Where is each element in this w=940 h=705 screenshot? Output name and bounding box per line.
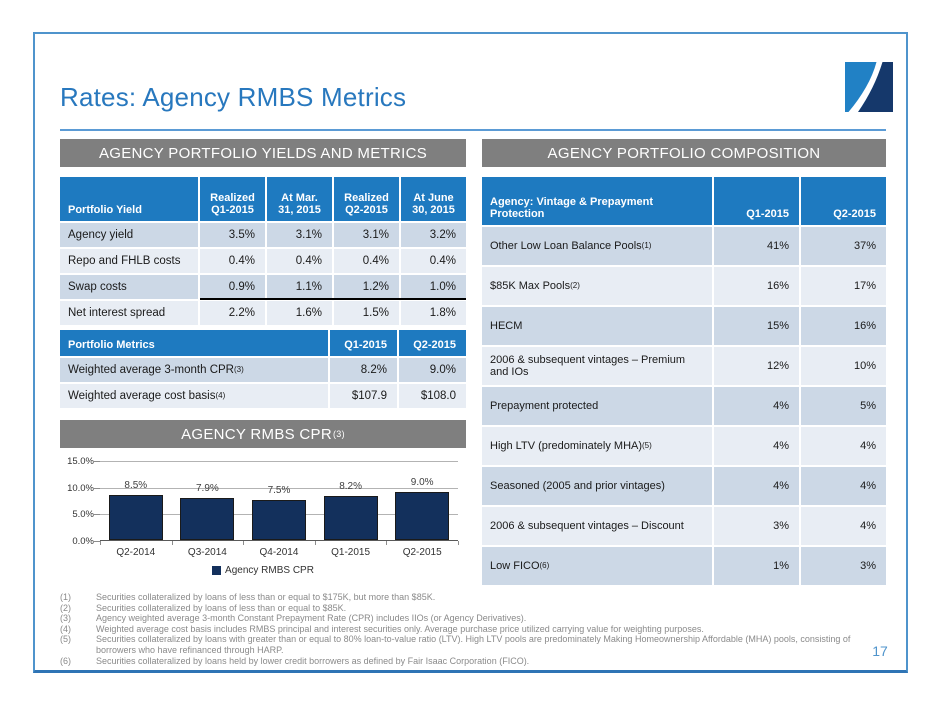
table-cell: 1.5% — [334, 301, 399, 325]
footnotes — [60, 592, 886, 666]
table-cell: 16% — [714, 267, 799, 305]
bar — [252, 500, 306, 540]
footnote-item — [60, 624, 886, 635]
table-cell: 3% — [714, 507, 799, 545]
table-cell: 4% — [801, 427, 886, 465]
x-axis-label: Q4-2014 — [259, 547, 299, 558]
table-cell: 3.1% — [267, 223, 332, 247]
table-cell: 4% — [801, 467, 886, 505]
table-row-label: 2006 & subsequent vintages – Discount — [482, 507, 712, 545]
company-logo-icon — [845, 62, 893, 112]
left-section-header: AGENCY PORTFOLIO YIELDS AND METRICS — [60, 139, 466, 167]
column-header: Realized Q1-2015 — [200, 177, 265, 221]
footnote-text: Securities collateralized by loans of less than or equal to $85K. — [96, 602, 347, 613]
table-cell: 5% — [801, 387, 886, 425]
table-cell: 1% — [714, 547, 799, 585]
table-cell: 1.1% — [267, 275, 332, 299]
column-header: Portfolio Yield — [60, 177, 198, 221]
table-cell: 3.2% — [401, 223, 466, 247]
table-row-label: Other Low Loan Balance Pools (1) — [482, 227, 712, 265]
page-title: Rates: Agency RMBS Metrics — [60, 82, 407, 112]
table-cell: 2.2% — [200, 301, 265, 325]
legend-label: Agency RMBS CPR — [225, 565, 314, 576]
bar — [324, 496, 378, 540]
table-cell: 3% — [801, 547, 886, 585]
footnote-number: (6) — [60, 655, 71, 666]
y-axis-label: 10.0% — [67, 482, 94, 494]
bar-value-label: 8.2% — [339, 481, 362, 493]
subtotal-rule — [200, 298, 466, 300]
footnote-item — [60, 634, 886, 655]
x-axis-label: Q2-2014 — [116, 547, 156, 558]
bar-value-label: 8.5% — [124, 479, 148, 491]
column-header: Q2-2015 — [399, 330, 466, 356]
column-header: Q1-2015 — [714, 177, 799, 225]
table-cell: $108.0 — [399, 384, 466, 408]
footnote-text: Securities collateralized by loans held by lower credit borrowers as defined by Fair Isaac Corporation (FICO). — [96, 655, 530, 666]
table-cell: 0.4% — [267, 249, 332, 273]
chart-plot-area — [100, 461, 458, 541]
bar — [180, 498, 234, 540]
table-cell: 1.8% — [401, 301, 466, 325]
table-cell: 3.5% — [200, 223, 265, 247]
x-axis-label: Q3-2014 — [187, 547, 227, 558]
footnote-text: Weighted average cost basis includes RMBS principal and interest securities only. Average purchase price utilized carrying value for weighting purposes. — [96, 623, 704, 634]
chart-header-footnote-ref: (3) — [333, 429, 345, 439]
page-number: 17 — [872, 643, 888, 659]
portfolio-composition-table — [482, 177, 886, 585]
x-axis-line — [100, 540, 458, 541]
y-axis-tick — [94, 514, 100, 515]
x-axis-tick — [458, 541, 459, 545]
table-cell: 1.0% — [401, 275, 466, 299]
table-row-label: Seasoned (2005 and prior vintages) — [482, 467, 712, 505]
footnote-text: Securities collateralized by loans with greater than or equal to 80% loan-to-value ratio (LTV). High LTV pools are predominately Making Homeownership Affordable (MHA) pools, consisting of borrowers who have refinanced through HARP. — [96, 634, 851, 655]
chart-header-text: AGENCY RMBS CPR — [181, 425, 332, 443]
gridline — [100, 461, 458, 462]
table-cell: 4% — [714, 427, 799, 465]
table-row-label: Net interest spread — [60, 301, 198, 325]
table-row-label: Repo and FHLB costs — [60, 249, 198, 273]
x-axis-tick — [386, 541, 387, 545]
x-axis-label: Q1-2015 — [331, 547, 371, 558]
bar-value-label: 7.9% — [195, 482, 219, 494]
table-cell: 41% — [714, 227, 799, 265]
footnote-number: (1) — [60, 592, 71, 602]
table-row-label: $85K Max Pools (2) — [482, 267, 712, 305]
footnote-number: (5) — [60, 634, 71, 645]
table-cell: 9.0% — [399, 358, 466, 382]
table-row-label: 2006 & subsequent vintages – Premium and IOs — [482, 347, 712, 385]
footnote-number: (3) — [60, 613, 71, 624]
table-cell: 15% — [714, 307, 799, 345]
table-cell: 0.4% — [200, 249, 265, 273]
bar-value-label: 9.0% — [410, 477, 434, 488]
table-cell: 17% — [801, 267, 886, 305]
x-axis-tick — [243, 541, 244, 545]
right-section-header: AGENCY PORTFOLIO COMPOSITION — [482, 139, 886, 167]
portfolio-metrics-table — [60, 330, 466, 408]
bar — [109, 495, 163, 540]
table-cell: $107.9 — [330, 384, 397, 408]
table-row-label: Prepayment protected — [482, 387, 712, 425]
table-cell: 12% — [714, 347, 799, 385]
footnote-number: (2) — [60, 602, 71, 613]
column-header: Q2-2015 — [801, 177, 886, 225]
table-cell: 16% — [801, 307, 886, 345]
legend-swatch — [212, 566, 221, 575]
footnote-item — [60, 656, 886, 667]
agency-rmbs-cpr-chart — [60, 453, 466, 583]
table-row-label: Agency yield — [60, 223, 198, 247]
table-row-label: Weighted average cost basis (4) — [60, 384, 328, 408]
column-header: Realized Q2-2015 — [334, 177, 399, 221]
table-cell: 4% — [714, 467, 799, 505]
column-header: At Mar. 31, 2015 — [267, 177, 332, 221]
table-row-label: Weighted average 3-month CPR (3) — [60, 358, 328, 382]
table-cell: 3.1% — [334, 223, 399, 247]
table-row-label: HECM — [482, 307, 712, 345]
column-header: Portfolio Metrics — [60, 330, 328, 356]
table-cell: 4% — [714, 387, 799, 425]
footnote-number: (4) — [60, 623, 71, 634]
title-divider — [60, 129, 886, 131]
table-row-label: High LTV (predominately MHA) (5) — [482, 427, 712, 465]
x-axis-tick — [172, 541, 173, 545]
x-axis-tick — [100, 541, 101, 545]
x-axis-tick — [315, 541, 316, 545]
footnote-item — [60, 592, 886, 603]
chart-section-header — [60, 420, 466, 448]
x-axis-label: Q2-2015 — [402, 547, 442, 558]
column-header: Agency: Vintage & Prepayment Protection — [482, 177, 712, 225]
y-axis-tick — [94, 461, 100, 462]
table-cell: 0.4% — [401, 249, 466, 273]
column-header: At June 30, 2015 — [401, 177, 466, 221]
portfolio-yield-table — [60, 177, 466, 325]
footnote-text: Securities collateralized by loans of less than or equal to $175K, but more than $85K. — [96, 592, 436, 602]
table-cell: 0.4% — [334, 249, 399, 273]
y-axis-label: 5.0% — [72, 509, 94, 521]
footnote-item — [60, 613, 886, 624]
y-axis-label: 15.0% — [67, 456, 94, 467]
table-cell: 0.9% — [200, 275, 265, 299]
table-cell: 1.2% — [334, 275, 399, 299]
bar — [395, 492, 449, 540]
footnote-text: Agency weighted average 3-month Constant Prepayment Rate (CPR) includes IIOs (or Agency Derivatives). — [96, 613, 527, 624]
column-header: Q1-2015 — [330, 330, 397, 356]
table-cell: 37% — [801, 227, 886, 265]
table-cell: 8.2% — [330, 358, 397, 382]
table-row-label: Low FICO (6) — [482, 547, 712, 585]
y-axis-label: 0.0% — [72, 536, 94, 547]
bar-value-label: 7.5% — [267, 485, 291, 496]
table-cell: 4% — [801, 507, 886, 545]
chart-legend — [60, 565, 466, 576]
footnote-item — [60, 603, 886, 614]
table-row-label: Swap costs — [60, 275, 198, 299]
table-cell: 10% — [801, 347, 886, 385]
table-cell: 1.6% — [267, 301, 332, 325]
